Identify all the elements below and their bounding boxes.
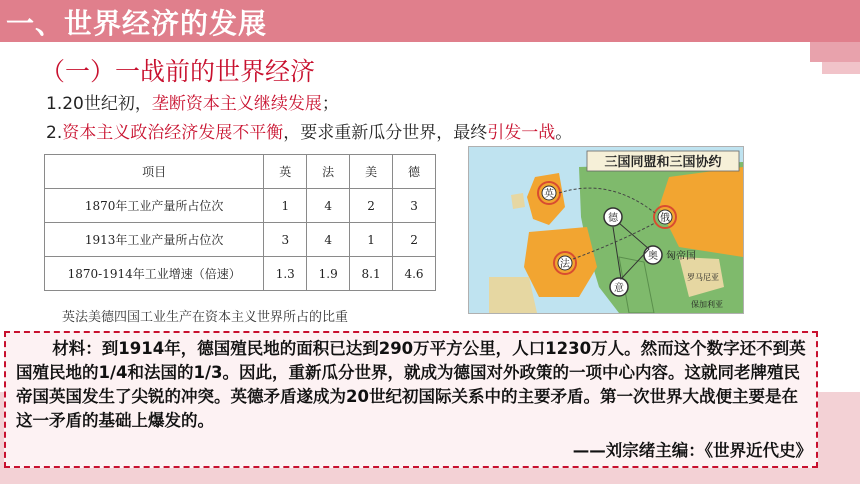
italy-label: 意 xyxy=(614,283,624,294)
table-header-cell: 美 xyxy=(350,155,393,189)
decorative-bar xyxy=(810,42,860,62)
material-box xyxy=(4,331,818,468)
table-header-row xyxy=(45,155,436,189)
iberia xyxy=(489,277,537,313)
table-cell: 8.1 xyxy=(350,257,393,291)
russia-label: 俄 xyxy=(660,213,670,224)
table-header-cell: 项目 xyxy=(45,155,264,189)
france-label: 法 xyxy=(560,259,570,270)
table-cell: 1.9 xyxy=(307,257,350,291)
point-1-suffix: ； xyxy=(321,94,339,114)
section-title: （一）一战前的世界经济 xyxy=(40,57,316,86)
table-cell: 1.3 xyxy=(264,257,307,291)
point-1-highlight: 垄断资本主义继续发展 xyxy=(151,94,322,114)
table-cell: 2 xyxy=(350,189,393,223)
table-header-cell: 英 xyxy=(264,155,307,189)
austria-marker xyxy=(644,246,662,264)
point-2 xyxy=(46,118,572,143)
page-title: 一、世界经济的发展 xyxy=(6,7,268,40)
point-1-prefix: 1.20世纪初， xyxy=(46,94,152,114)
table-cell: 3 xyxy=(393,189,436,223)
decorative-bar xyxy=(822,62,860,74)
germany-label: 德 xyxy=(608,213,618,224)
map-svg xyxy=(469,147,743,313)
table-header-cell: 德 xyxy=(393,155,436,189)
uk-label: 英 xyxy=(544,189,554,200)
industry-table xyxy=(44,154,436,291)
ireland xyxy=(511,193,525,209)
table-row xyxy=(45,189,436,223)
point-1 xyxy=(46,89,339,114)
table-cell: 1870年工业产量所占位次 xyxy=(45,189,264,223)
table-cell: 1913年工业产量所占位次 xyxy=(45,223,264,257)
austria-hungary-label: 匈帝国 xyxy=(666,251,696,262)
point-2-middle: ，要求重新瓜分世界，最终 xyxy=(283,123,488,143)
table-cell: 1870-1914年工业增速（倍速） xyxy=(45,257,264,291)
table-row xyxy=(45,257,436,291)
table-cell: 3 xyxy=(264,223,307,257)
bulgaria-label: 保加利亚 xyxy=(691,300,723,309)
point-2-highlight: 资本主义政治经济发展不平衡 xyxy=(62,123,284,143)
table-cell: 1 xyxy=(350,223,393,257)
table-row xyxy=(45,223,436,257)
table-cell: 1 xyxy=(264,189,307,223)
table-cell: 4.6 xyxy=(393,257,436,291)
point-2-prefix: 2. xyxy=(46,123,63,143)
material-text: 材料：到1914年，德国殖民地的面积已达到290万平方公里，人口1230万人。然而这个数字还不到英国殖民地的1/4和法国的1/3。因此，重新瓜分世界，就成为德国对外政策的一项中心内容。这就同老牌殖民帝国英国发生了尖锐的冲突。英德矛盾遂成为20世纪初国际关系中的主要矛盾。第一次世界大战便主要是在这一矛盾的基础上爆发的。 xyxy=(16,339,806,430)
alliance-map xyxy=(468,146,744,314)
italy-marker xyxy=(610,278,628,296)
table-header-cell: 法 xyxy=(307,155,350,189)
point-2-suffix: 。 xyxy=(555,123,573,143)
table-caption: 英法美德四国工业生产在资本主义世界所占的比重 xyxy=(62,310,349,325)
table-cell: 2 xyxy=(393,223,436,257)
point-2-highlight-2: 引发一战 xyxy=(487,123,556,143)
austria-label: 奥 xyxy=(648,251,658,262)
romania-label: 罗马尼亚 xyxy=(687,273,719,282)
material-source: ——刘宗绪主编：《世界近代史》 xyxy=(572,441,812,460)
map-title: 三国同盟和三国协约 xyxy=(604,155,722,170)
table-cell: 4 xyxy=(307,189,350,223)
table-cell: 4 xyxy=(307,223,350,257)
